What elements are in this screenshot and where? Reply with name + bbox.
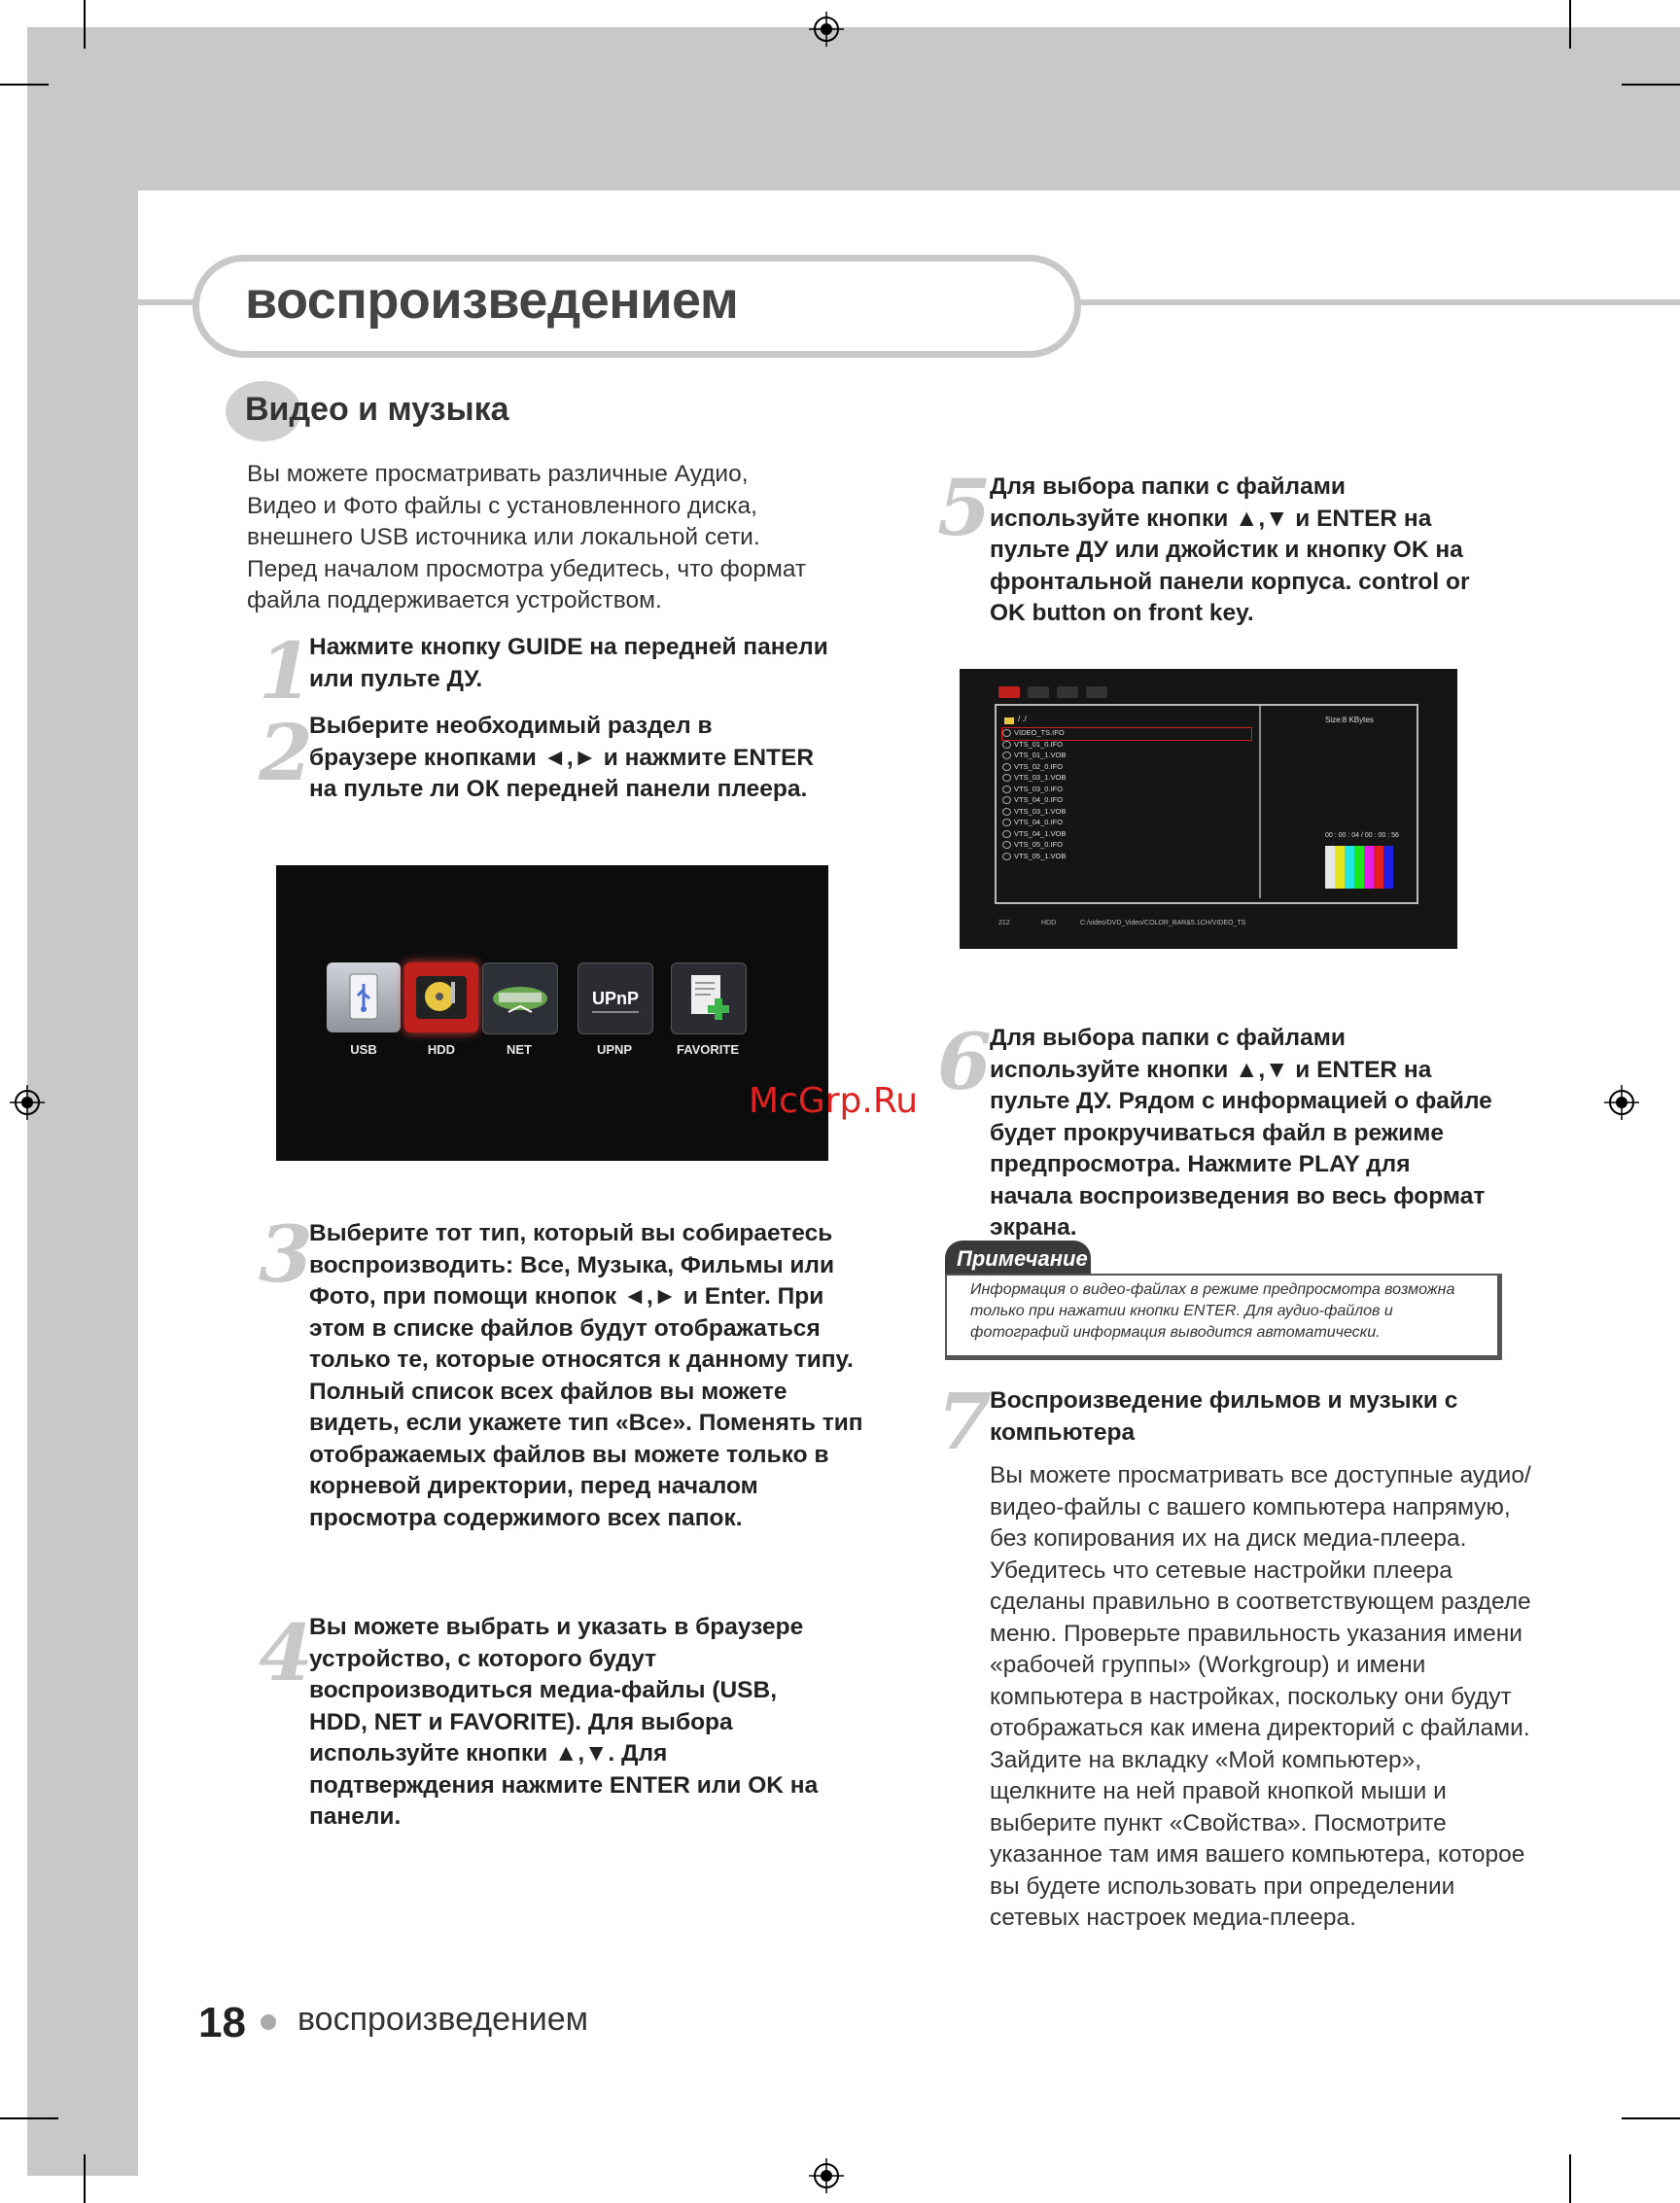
color-bar — [1325, 846, 1335, 889]
registration-mark-icon — [809, 2158, 844, 2193]
file-name: VTS_05_1.VOB — [1014, 851, 1067, 860]
menu-label: UPNP — [596, 1042, 633, 1057]
crop-mark — [84, 0, 86, 49]
file-row[interactable] — [1002, 740, 1251, 752]
tab-all-icon[interactable] — [998, 686, 1020, 698]
file-list — [1002, 728, 1251, 862]
crop-mark — [84, 2154, 86, 2203]
color-bar — [1335, 846, 1345, 889]
intro-paragraph: Вы можете просматривать различные Аудио, Видео и Фото файлы с установленного диска, внешнего USB источника или локальной сети. Перед началом просмотра убедитесь, что формат файла поддерживается устройством. — [247, 461, 807, 613]
file-name: VTS_01_1.VOB — [1014, 751, 1067, 759]
step-text: Для выбора папки с файлами используйте кнопки ▲,▼ и ENTER на пульте ДУ или джойстик и кнопку OK на фронтальной панели корпуса. control or OK button on front key. — [990, 473, 1470, 626]
file-name: VTS_02_0.IFO — [1014, 761, 1064, 771]
preview-color-bars — [1325, 846, 1393, 889]
file-name: VTS_03_1.VOB — [1014, 806, 1067, 816]
file-icon — [1002, 819, 1011, 826]
file-icon — [1002, 841, 1011, 849]
menu-tile-favorite[interactable] — [671, 962, 747, 1034]
file-name: VTS_04_0.IFO — [1014, 795, 1064, 804]
folder-icon — [1004, 717, 1014, 724]
crop-mark — [1622, 84, 1680, 86]
file-row[interactable] — [1002, 751, 1251, 762]
file-row[interactable] — [1002, 807, 1251, 819]
file-row[interactable] — [1002, 728, 1251, 740]
note-text: Информация о видео-файлах в режиме предпросмотра возможна только при нажатии кнопки ENTER. Для аудио-файлов и фотографий информация выводится автоматически. — [970, 1281, 1455, 1341]
file-icon — [1002, 763, 1011, 771]
file-name: VTS_01_0.IFO — [1014, 739, 1064, 749]
step-number: 6 — [937, 1016, 992, 1107]
footer-title: воспроизведением — [298, 2001, 589, 2038]
usb-icon — [327, 962, 401, 1032]
menu-label: FAVORITE — [676, 1042, 740, 1057]
file-icon — [1002, 741, 1011, 749]
step-number: 2 — [259, 707, 313, 798]
step-text: Выберите тот тип, который вы собираетесь воспроизводить: Все, Музыка, Фильмы или Фото, при помощи кнопок ◄,► и Enter. При этом в списке файлов будут отображаться только те, которые относятся к данному типу. Полный список всех файлов вы можете видеть, если укажете тип «Все». Поменять тип отображаемых файлов вы можете только в корневой директории, перед началом просмотра содержимого всех папок. — [309, 1220, 863, 1531]
status-path: C:/video/DVD_Video/COLOR_BAR&5.1CH/VIDEO_TS — [1080, 920, 1246, 927]
file-row[interactable] — [1002, 840, 1251, 852]
file-row[interactable] — [1002, 795, 1251, 807]
preview-timecode: 00 : 00 : 04 / 00 : 00 : 56 — [1325, 832, 1399, 839]
crop-mark — [0, 84, 49, 86]
file-row[interactable] — [1002, 762, 1251, 774]
menu-label: USB — [350, 1042, 377, 1057]
file-row[interactable] — [1002, 818, 1251, 829]
crop-mark — [1569, 0, 1571, 49]
net-icon — [483, 963, 557, 1033]
file-icon — [1002, 752, 1011, 759]
file-icon — [1002, 796, 1011, 804]
status-count: 212 — [998, 920, 1010, 927]
upnp-icon — [578, 963, 652, 1033]
file-icon — [1002, 808, 1011, 816]
color-bar — [1374, 846, 1383, 889]
file-browser-screenshot — [960, 669, 1457, 949]
color-bar — [1354, 846, 1364, 889]
browser-path: / ./ — [1018, 715, 1027, 723]
section-heading: Видео и музыка — [245, 391, 509, 428]
step-title: Воспроизведение фильмов и музыки с компьютера — [990, 1387, 1458, 1446]
color-bar — [1364, 846, 1374, 889]
registration-mark-icon — [809, 12, 844, 47]
step-text: Выберите необходимый раздел в браузере кнопками ◄,► и нажмите ENTER на пульте ли ОК передней панели плеера. — [309, 713, 815, 802]
tab-movies-icon[interactable] — [1057, 686, 1078, 698]
media-menu-screenshot — [276, 865, 828, 1161]
tab-music-icon[interactable] — [1028, 686, 1049, 698]
step-text: Нажмите кнопку GUIDE на передней панели или пульте ДУ. — [309, 634, 828, 692]
note-title: Примечание — [957, 1246, 1088, 1271]
step-number: 5 — [937, 462, 992, 553]
panel-divider — [1259, 706, 1261, 898]
status-device: HDD — [1041, 920, 1057, 927]
menu-tile-hdd[interactable] — [404, 962, 478, 1032]
header-band — [27, 27, 1680, 191]
menu-label: HDD — [427, 1042, 456, 1057]
step-number: 3 — [259, 1208, 313, 1300]
file-icon — [1002, 786, 1011, 793]
file-icon — [1002, 853, 1011, 860]
page-number: 18 — [198, 1999, 246, 2046]
watermark: McGrp.Ru — [749, 1081, 919, 1121]
step-text: Для выбора папки с файлами используйте кнопки ▲,▼ и ENTER на пульте ДУ. Рядом с информацией о файле будет прокручиваться файл в режиме предпросмотра. Нажмите PLAY для начала воспроизведения во весь формат экрана. — [990, 1025, 1492, 1241]
crop-mark — [0, 2117, 58, 2119]
menu-tile-upnp[interactable] — [578, 962, 653, 1034]
page-title: воспроизведением — [245, 271, 739, 330]
upnp-badge: UPnP — [591, 989, 640, 1008]
file-row[interactable] — [1002, 829, 1251, 841]
registration-mark-icon — [10, 1085, 45, 1120]
step-number: 1 — [259, 625, 313, 717]
file-name: VTS_03_1.VOB — [1014, 773, 1067, 782]
menu-tile-usb[interactable] — [327, 962, 401, 1032]
registration-mark-icon — [1604, 1085, 1639, 1120]
file-name: VTS_04_0.IFO — [1014, 818, 1064, 826]
menu-tile-net[interactable] — [482, 962, 558, 1034]
step-number: 7 — [937, 1376, 992, 1467]
file-icon — [1002, 774, 1011, 782]
step-text: Вы можете просматривать все доступные аудио/видео-файлы с вашего компьютера напрямую, без копирования их на диск медиа-плеера. Убедитесь что сетевые настройки плеера сделаны правильно в соответствующем разделе меню. Проверьте правильность указания имени «рабочей группы» (Workgroup) и имени компьютера в настройках, поскольку они будут отображаться как имена директорий с файлами. Зайдите на вкладку «Мой компьютер», щелкните на ней правой кнопкой мыши и выберите пункт «Свойства». Посмотрите указанное там имя вашего компьютера, которое вы будете использовать при определении сетевых настроек медиа-плеера. — [990, 1462, 1531, 1931]
color-bar — [1383, 846, 1393, 889]
file-name: VIDEO_TS.IFO — [1014, 728, 1065, 737]
file-row[interactable] — [1002, 773, 1251, 785]
favorite-icon — [672, 963, 746, 1033]
file-row[interactable] — [1002, 852, 1251, 863]
step-number: 4 — [259, 1607, 313, 1698]
file-name: VTS_04_1.VOB — [1014, 828, 1067, 838]
file-row[interactable] — [1002, 785, 1251, 796]
crop-mark — [1622, 2117, 1680, 2119]
file-size: Size:8 KBytes — [1325, 716, 1374, 724]
hdd-icon — [404, 962, 478, 1032]
crop-mark — [1569, 2154, 1571, 2203]
footer-bullet — [261, 2014, 276, 2030]
tab-photo-icon[interactable] — [1086, 686, 1107, 698]
menu-label: NET — [507, 1042, 532, 1057]
color-bar — [1345, 846, 1354, 889]
step-text: Вы можете выбрать и указать в браузере устройство, с которого будут воспроизводиться медиа-файлы (USB, HDD, NET и FAVORITE). Для выбора используйте кнопки ▲,▼. Для подтверждения нажмите ENTER или OK на панели. — [309, 1614, 819, 1830]
file-icon — [1002, 830, 1011, 838]
file-name: VTS_03_0.IFO — [1014, 784, 1064, 793]
file-name: VTS_05_0.IFO — [1014, 840, 1064, 849]
file-icon — [1002, 729, 1011, 737]
